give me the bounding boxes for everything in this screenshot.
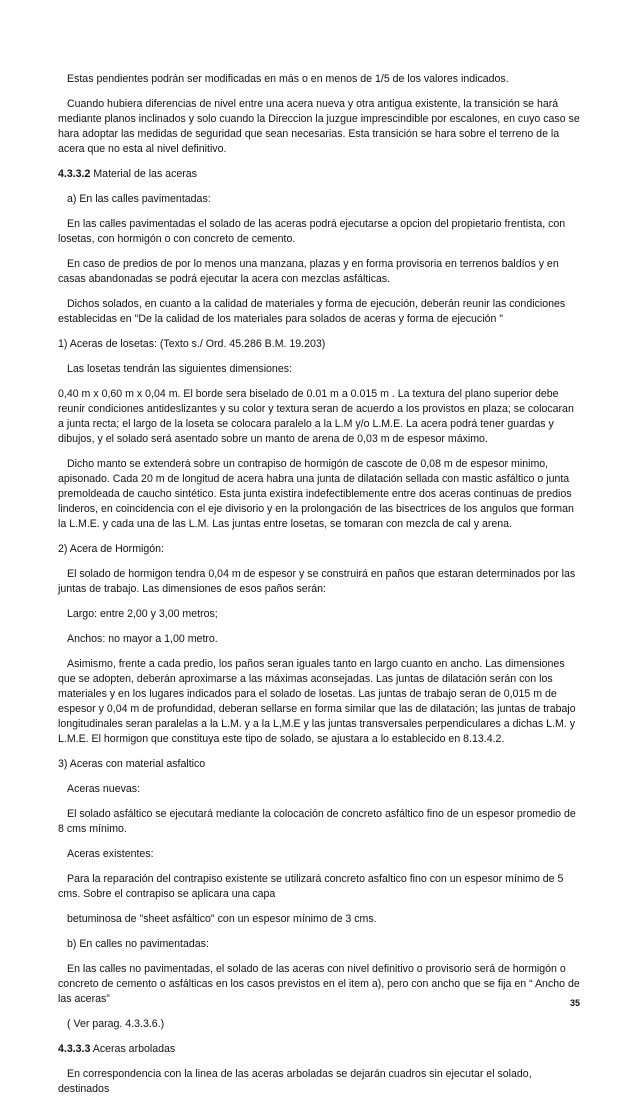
paragraph: En caso de predios de por lo menos una manzana, plazas y en forma provisoria en terrenos baldíos y en casas abandonadas se podrá ejecutar la acera con mezclas asfálticas.	[58, 258, 559, 285]
paragraph: En correspondencia con la linea de las aceras arboladas se dejarán cuadros sin ejecutar el solado, destinados	[58, 1068, 532, 1095]
paragraph: a) En las calles pavimentadas:	[67, 193, 211, 205]
paragraph: En las calles no pavimentadas, el solado de las aceras con nivel definitivo o provisorio será de hormigón o concreto de cemento o asfálticas en los casos previstos en el item a), pero con ancho que se fija en “ Ancho de las aceras”	[58, 963, 580, 1005]
document-body	[58, 72, 580, 1107]
paragraph: Dichos solados, en cuanto a la calidad de materiales y forma de ejecución, deberán reunir las condiciones establecidas en "De la calidad de los materiales para solados de aceras y forma de ejecución "	[58, 298, 566, 325]
paragraph: Aceras existentes:	[67, 848, 154, 860]
section-heading	[58, 167, 580, 182]
paragraph: Estas pendientes podrán ser modificadas en más o en menos de 1/5 de los valores indicados.	[67, 73, 509, 85]
paragraph: En las calles pavimentadas el solado de las aceras podrá ejecutarse a opcion del propietario frentista, con losetas, con hormigón o con concreto de cemento.	[58, 218, 566, 245]
page-number: 35	[569, 998, 580, 1008]
paragraph: b) En calles no pavimentadas:	[67, 938, 209, 950]
paragraph: Asimismo, frente a cada predio, los paños seran iguales tanto en largo cuanto en ancho. Las dimensiones que se adopten, deberán aproximarse a las máximas aconsejadas. Las juntas de dilatación serán con los materiales y en los lugares indicados para el solado de losetas. Las juntas de trabajo seran de 0,015 m de espesor y 0,04 m de profundidad, deberan sellarse en forma similar que las de dilatación; las juntas de trabajo longitudinales seran paralelas a la L.M. y a la L,M.E y las juntas transversales perpendiculares a dichas L.M. y L.M.E. El hormigon que constituya este tipo de solado, se ajustara a lo establecido en 8.13.4.2.	[58, 658, 576, 745]
paragraph: El solado asfáltico se ejecutará mediante la colocación de concreto asfáltico fino de un espesor promedio de 8 cms mínimo.	[58, 808, 576, 835]
paragraph: Largo: entre 2,00 y 3,00 metros;	[67, 608, 218, 620]
paragraph: 3) Aceras con material asfaltico	[58, 758, 206, 770]
section-number: 4.3.3.3	[58, 1043, 91, 1055]
paragraph: betuminosa de "sheet asfáltico" con un espesor mínimo de 3 cms.	[67, 913, 377, 925]
paragraph: Las losetas tendrán las siguientes dimensiones:	[67, 363, 292, 375]
paragraph: Anchos: no mayor a 1,00 metro.	[67, 633, 218, 645]
paragraph: 2) Acera de Hormigón:	[58, 543, 164, 555]
section-title: Aceras arboladas	[90, 1043, 176, 1055]
paragraph: ( Ver parag. 4.3.3.6.)	[67, 1018, 165, 1030]
paragraph: Dicho manto se extenderá sobre un contrapiso de hormigón de cascote de 0,08 m de espesor minimo, apisonado. Cada 20 m de longitud de acera habra una junta de dilatación sellada con mastic asfáltico o junta premoldeada de caucho sintético. Esta junta existira indefectiblemente entre dos aceras continuas de predios linderos, en coincidencia con el eje divisorio y en la prolongación de las bisectrices de los angulos que forman la L.M.E. y cada una de las L.M. Las juntas entre losetas, se tomaran con mezcla de cal y arena.	[58, 458, 574, 530]
paragraph: 1) Aceras de losetas: (Texto s./ Ord. 45.286 B.M. 19.203)	[58, 338, 326, 350]
paragraph: Cuando hubiera diferencias de nivel entre una acera nueva y otra antigua existente, la transición se hará mediante planos inclinados y solo cuando la Direccion la juzgue imprescindible por escalones, en cuyo caso se hara adoptar las medidas de seguridad que sean necesarias. Esta transición se hara sobre el terreno de la acera que no esta al nivel definitivo.	[58, 98, 580, 155]
section-number: 4.3.3.2	[58, 168, 91, 180]
paragraph: Para la reparación del contrapiso existente se utilizará concreto asfaltico fino con un espesor mínimo de 5 cms. Sobre el contrapiso se aplicara una capa	[58, 873, 564, 900]
section-heading	[58, 1042, 580, 1057]
paragraph: 0,40 m x 0,60 m x 0,04 m. El borde sera biselado de 0.01 m a 0.015 m . La textura del plano superior debe reunir condiciones antideslizantes y su color y textura seran de acuerdo a los provistos en plaza; se colocaran a junta recta; el largo de la loseta se colocara paralelo a la L.M y/o L.M.E. La acera podrá tener guardas y dibujos, y el solado será asentado sobre un manto de arena de 0,03 m de espesor máximo.	[58, 388, 574, 445]
paragraph: Aceras nuevas:	[67, 783, 141, 795]
paragraph: El solado de hormigon tendra 0,04 m de espesor y se construirá en paños que estaran determinados por las juntas de trabajo. Las dimensiones de esos paños serán:	[58, 568, 576, 595]
section-title: Material de las aceras	[90, 168, 197, 180]
